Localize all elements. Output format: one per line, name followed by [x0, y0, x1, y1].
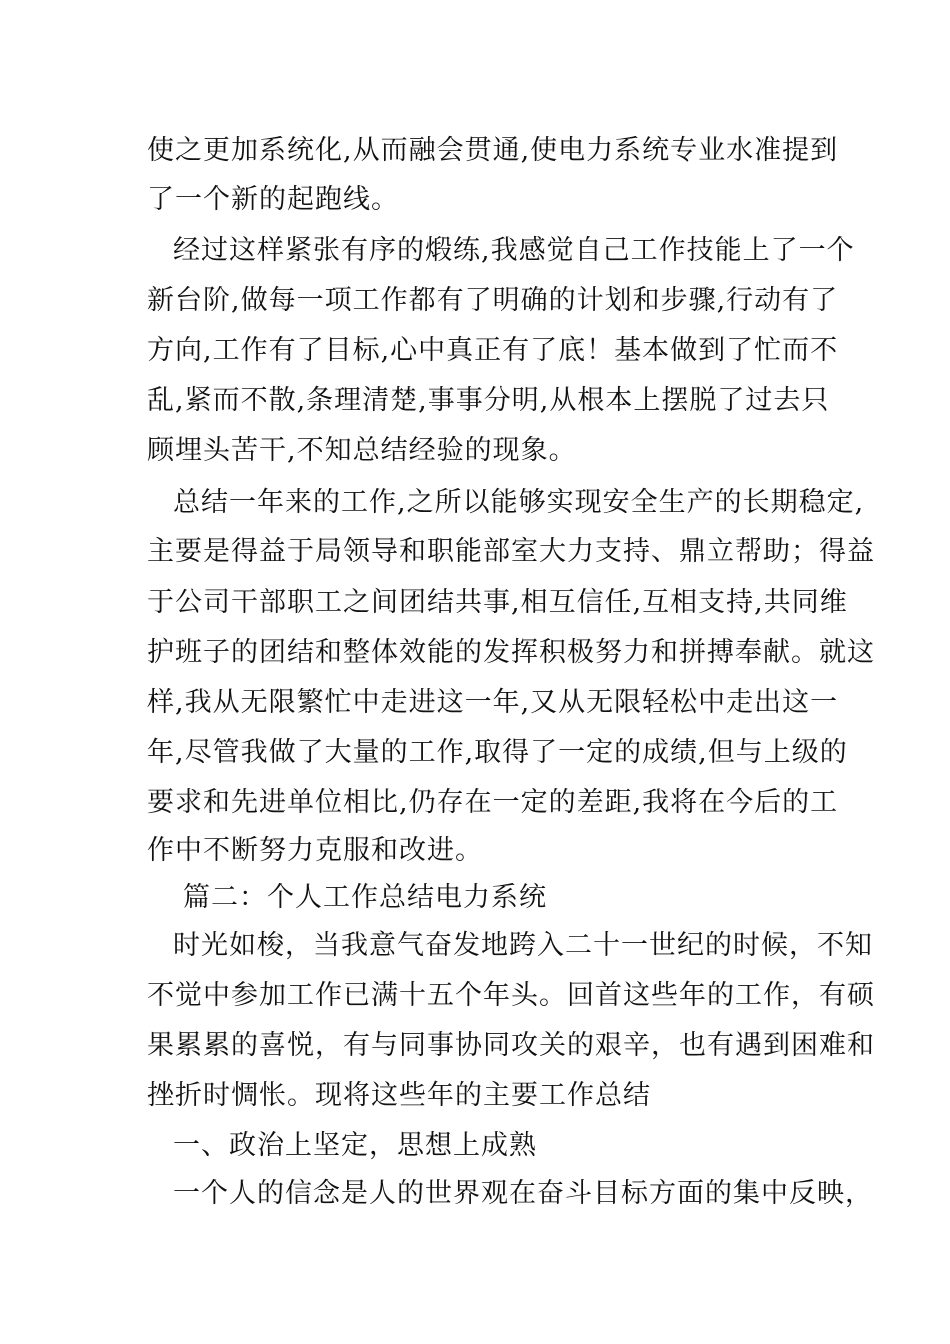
body-line: 新台阶,做每一项工作都有了明确的计划和步骤,行动有了: [147, 285, 839, 316]
section-heading: 篇二：个人工作总结电力系统: [183, 882, 547, 913]
body-line: 使之更加系统化,从而融会贯通,使电力系统专业水准提到: [147, 135, 839, 166]
body-line: 乱,紧而不散,条理清楚,事事分明,从根本上摆脱了过去只: [147, 385, 830, 416]
body-line: 护班子的团结和整体效能的发挥积极努力和拼搏奉献。就这: [147, 637, 875, 668]
paragraph-first-line: 时光如梭，当我意气奋发地跨入二十一世纪的时候，不知: [173, 930, 873, 961]
body-line: 作中不断努力克服和改进。: [147, 835, 483, 866]
body-line: 于公司干部职工之间团结共事,相互信任,互相支持,共同维: [147, 587, 848, 618]
body-line: 不觉中参加工作已满十五个年头。回首这些年的工作，有硕: [147, 980, 875, 1011]
body-line: 顾埋头苦干,不知总结经验的现象。: [147, 435, 577, 466]
body-line: 主要是得益于局领导和职能部室大力支持、鼎立帮助；得益: [147, 536, 875, 567]
body-line: 方向,工作有了目标,心中真正有了底！基本做到了忙而不: [147, 335, 839, 366]
paragraph-first-line: 一个人的信念是人的世界观在奋斗目标方面的集中反映，: [173, 1178, 873, 1209]
paragraph-first-line: 经过这样紧张有序的煅练,我感觉自己工作技能上了一个: [173, 235, 855, 266]
body-line: 样,我从无限繁忙中走进这一年,又从无限轻松中走出这一: [147, 687, 839, 718]
body-line: 年,尽管我做了大量的工作,取得了一定的成绩,但与上级的: [147, 737, 848, 768]
body-line: 果累累的喜悦，有与同事协同攻关的艰辛，也有遇到困难和: [147, 1030, 875, 1061]
body-line: 了一个新的起跑线。: [147, 184, 399, 215]
paragraph-first-line: 总结一年来的工作,之所以能够实现安全生产的长期稳定,: [173, 487, 865, 518]
body-line: 挫折时惆怅。现将这些年的主要工作总结: [147, 1080, 651, 1111]
body-line: 要求和先进单位相比,仍存在一定的差距,我将在今后的工: [147, 787, 839, 818]
subsection-heading: 一、政治上坚定，思想上成熟: [173, 1130, 537, 1161]
